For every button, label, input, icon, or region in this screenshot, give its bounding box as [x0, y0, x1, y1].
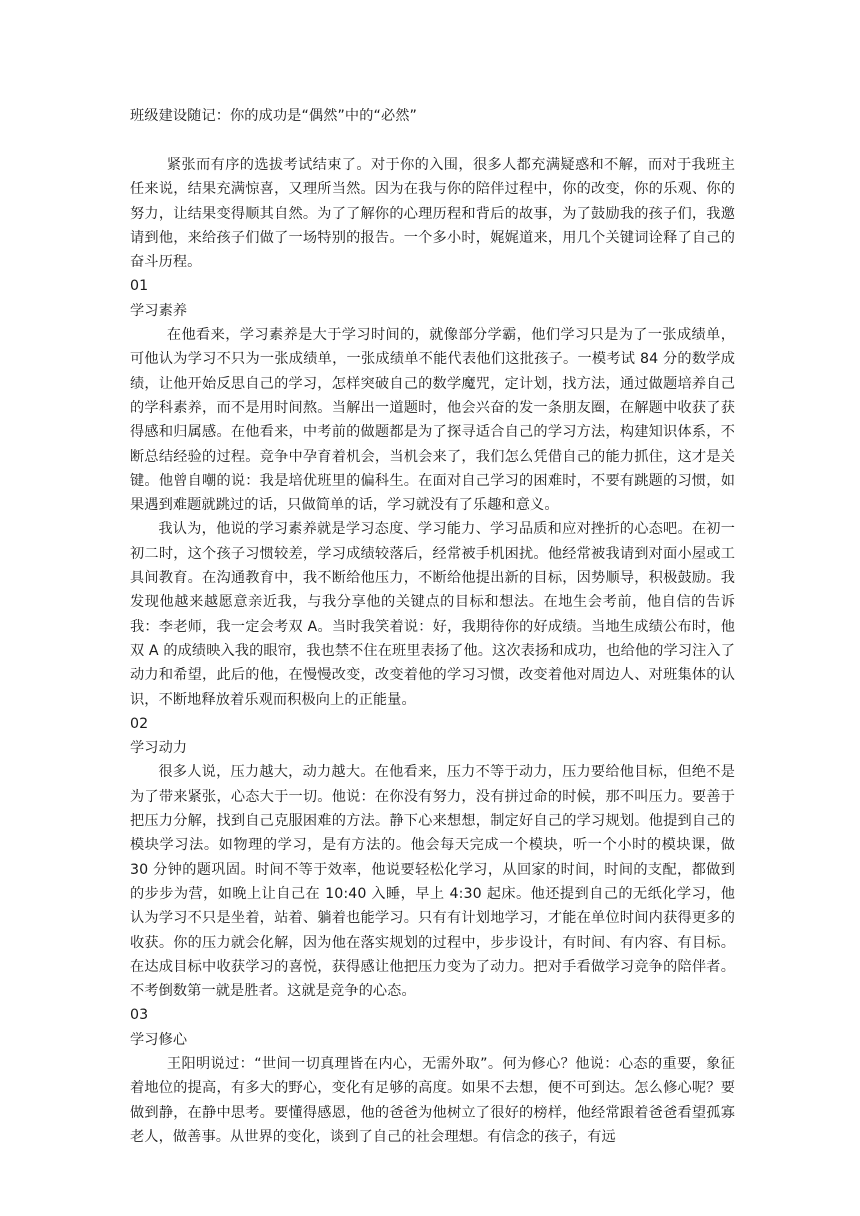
section-heading: 学习动力: [130, 740, 188, 757]
intro-paragraph: 紧张而有序的选拔考试结束了。对于你的入围，很多人都充满疑惑和不解，而对于我班主任来说，结果充满惊喜，又理所当然。因为在我与你的陪伴过程中，你的改变，你的乐观、你的努力，让结果变得顺其自然。为了了解你的心理历程和背后的故事，为了鼓励我的孩子们，我邀请到他，来给孩子们做了一场特别的报告。一个多小时，娓娓道来，用几个关键词诠释了自己的奋斗历程。: [130, 157, 735, 271]
section-heading: 学习素养: [130, 302, 188, 319]
section-paragraph: 我认为，他说的学习素养就是学习态度、学习能力、学习品质和应对挫折的心态吧。在初一初二时，这个孩子习惯较差，学习成绩较落后，经常被手机困扰。他经常被我请到对面小屋或工具间教育。在沟通教育中，我不断给他压力，不断给他提出新的目标，因势顺导，积极鼓励。我发现他越来越愿意亲近我，与我分享他的关键点的目标和想法。在地生会考前，他自信的告诉我：李老师，我一定会考双 A。当时我笑着说：好，我期待你的好成绩。当地生成绩公布时，他双 A 的成绩映入我的眼帘，我也禁不住在班里表扬了他。这次表扬和成功，也给他的学习注入了动力和希望，此后的他，在慢慢改变，改变着他的学习习惯，改变着他对周边人、对班集体的认识，不断地释放着乐观而积极向上的正能量。: [130, 521, 735, 708]
section-paragraph: 很多人说，压力越大，动力越大。在他看来，压力不等于动力，压力要给他目标，但绝不是为了带来紧张，心态大于一切。他说：在你没有努力，没有拼过命的时候，那不叫压力。要善于把压力分解，找到自己克服困难的方法。静下心来想想，制定好自己的学习规划。他提到自己的模块学习法。如物理的学习，是有方法的。他会每天完成一个模块，听一个小时的模块课，做 30 分钟的题巩固。时间不等于效率，他说要轻松化学习，从回家的时间，时间的支配，都做到的步步为营，如晚上让自己在 10:40 入睡，早上 4:30 起床。他还提到自己的无纸化学习，他认为学习不只是坐着，站着、躺着也能学习。只有有计划地学习，才能在单位时间内获得更多的收获。你的压力就会化解，因为他在落实规划的过程中，步步设计，有时间、有内容、有目标。在达成目标中收获学习的喜悦，获得感让他把压力变为了动力。把对手看做学习竞争的陪伴者。不考倒数第一就是胜者。这就是竞争的心态。: [130, 764, 735, 1000]
document-body: [130, 104, 735, 1149]
document-title: 班级建设随记：你的成功是“偶然”中的“必然”: [130, 108, 417, 124]
section-number: 03: [130, 1007, 149, 1024]
section-number: 02: [130, 715, 149, 732]
title-spacer: [130, 128, 735, 153]
section-number: 01: [130, 278, 149, 295]
section-paragraph: 王阳明说过：“世间一切真理皆在内心，无需外取”。何为修心？他说：心态的重要，象征着地位的提高，有多大的野心，变化有足够的高度。如果不去想，便不可到达。怎么修心呢？要做到静，在静中思考。要懂得感恩，他的爸爸为他树立了很好的榜样，他经常跟着爸爸看望孤寡老人，做善事。从世界的变化，谈到了自己的社会理想。有信念的孩子，有远: [130, 1055, 735, 1145]
section-paragraph: 在他看来，学习素养是大于学习时间的，就像部分学霸，他们学习只是为了一张成绩单，可他认为学习不只为一张成绩单，一张成绩单不能代表他们这批孩子。一模考试 84 分的数学成绩，让他开始反思自己的学习，怎样突破自己的数学魔咒，定计划，找方法，通过做题培养自己的学科素养，而不是用时间熬。当解出一道题时，他会兴奋的发一条朋友圈，在解题中收获了获得感和归属感。在他看来，中考前的做题都是为了探寻适合自己的学习方法，构建知识体系，不断总结经验的过程。竞争中孕育着机会，当机会来了，我们怎么凭借自己的能力抓住，这才是关键。他曾自嘲的说：我是培优班里的偏科生。在面对自己学习的困难时，不要有跳题的习惯，如果遇到难题就跳过的话，只做简单的话，学习就没有了乐趣和意义。: [130, 327, 735, 514]
section-heading: 学习修心: [130, 1031, 188, 1048]
